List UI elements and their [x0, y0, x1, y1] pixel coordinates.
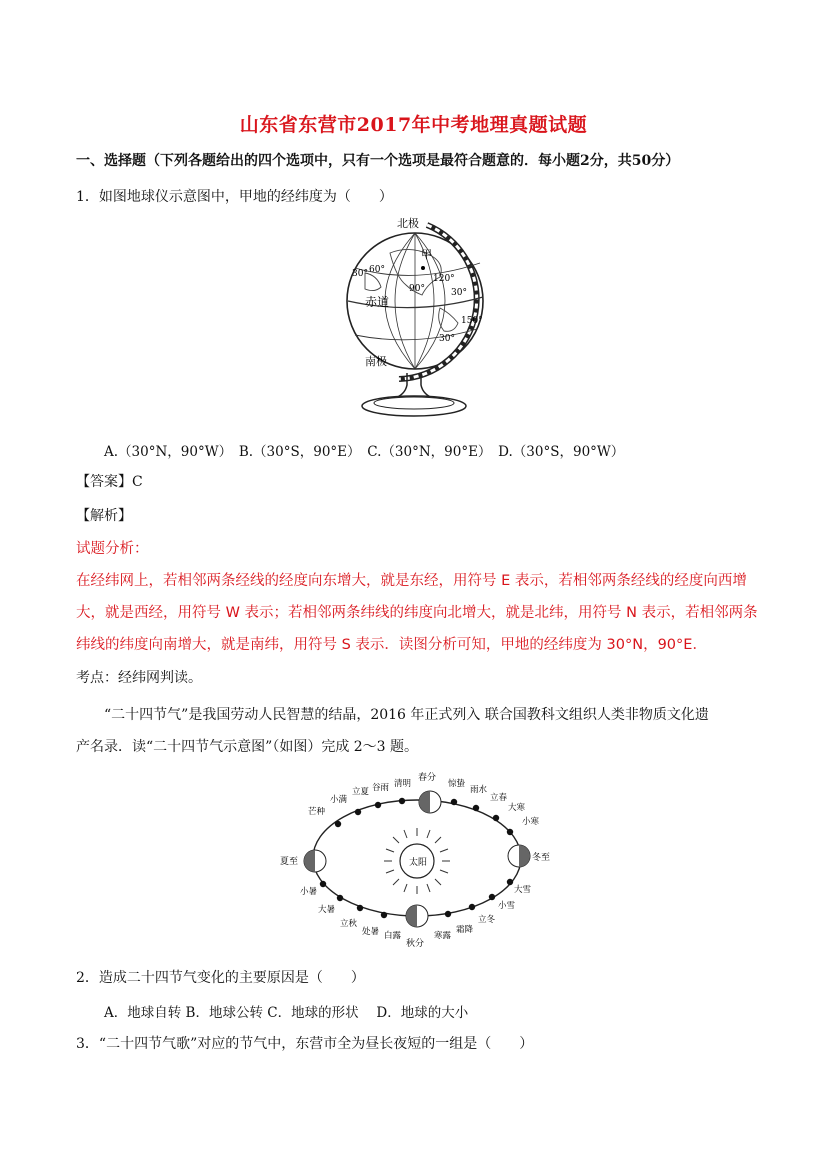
label-tl-0: 芒种	[308, 807, 326, 817]
north-pole-label: 北极	[397, 217, 419, 230]
label-tl-2: 立夏	[352, 787, 370, 797]
label-bl-1: 大暑	[318, 905, 336, 915]
lon-30e-label: 30°	[451, 288, 467, 298]
label-tr-3: 大寒	[508, 803, 526, 813]
lat-30s-label: 30°	[439, 334, 455, 344]
section-heading: 一、选择题（下列各题给出的四个选项中，只有一个选项是最符合题意的．每小题2分，共50分）	[76, 153, 680, 169]
label-qiufen: 秋分	[406, 939, 425, 949]
label-bl-3: 处暑	[362, 927, 380, 937]
label-bl-0: 小暑	[300, 887, 318, 897]
label-br-3: 小雪	[498, 901, 516, 911]
label-tr-4: 小寒	[522, 817, 540, 827]
passage-line-1: “二十四节气”是我国劳动人民智慧的结晶，2016 年正式列入 联合国教科文组织人类非物质文化遗	[104, 707, 709, 723]
label-tr-2: 立春	[490, 793, 508, 803]
analysis-line-2: 大，就是西经，用符号 W 表示；若相邻两条纬线的纬度向北增大，就是北纬，用符号 N 表示，若相邻两条	[76, 605, 758, 621]
label-br-0: 寒露	[434, 931, 452, 941]
label-bl-2: 立秋	[340, 919, 358, 929]
solar-terms-figure	[278, 766, 556, 951]
globe-figure	[335, 213, 505, 423]
label-chunfen: 春分	[418, 773, 437, 783]
lon-120-label: 120°	[433, 274, 455, 284]
label-br-2: 立冬	[478, 915, 496, 925]
label-dongzhi: 冬至	[532, 853, 551, 863]
page-title: 山东省东营市2017年中考地理真题试题	[239, 114, 588, 136]
analysis-title: 试题分析：	[76, 541, 149, 557]
sun-label: 太阳	[409, 858, 428, 868]
label-bl-4: 白露	[384, 931, 402, 941]
label-br-4: 大雪	[514, 885, 532, 895]
label-tl-1: 小满	[330, 795, 348, 805]
analysis-line-3: 纬线的纬度向南增大，就是南纬，用符号 S 表示．读图分析可知，甲地的经纬度为 30°N，90°E．	[76, 637, 707, 653]
lat-30n-label: 30°	[352, 269, 368, 279]
passage-line-2: 产名录．读“二十四节气示意图”（如图）完成 2～3 题。	[76, 739, 419, 755]
label-tr-1: 雨水	[470, 785, 488, 795]
answer: 【答案】C	[76, 474, 143, 490]
label-tl-4: 清明	[394, 779, 412, 789]
question-2-options: A．地球自转 B．地球公转 C．地球的形状 D．地球的大小	[104, 1005, 469, 1021]
label-tr-0: 惊蛰	[448, 779, 466, 789]
jia-label: 甲	[421, 248, 432, 261]
kaodian: 考点：经纬网判读。	[76, 670, 202, 686]
label-xiazhi: 夏至	[280, 857, 299, 867]
question-1-stem: 1．如图地球仪示意图中，甲地的经纬度为（ ）	[76, 189, 393, 205]
question-2-stem: 2．造成二十四节气变化的主要原因是（ ）	[76, 970, 365, 986]
analysis-line-1: 在经纬网上，若相邻两条经线的经度向东增大，就是东经，用符号 E 表示，若相邻两条经线的经度向西增	[76, 573, 747, 589]
question-1-options: A.（30°N，90°W） B.（30°S，90°E） C.（30°N，90°E） D.（30°S，90°W）	[104, 444, 625, 460]
lon-90-label: 90°	[409, 284, 425, 294]
lon-60-label: 60°	[369, 265, 385, 275]
question-3-stem: 3．“二十四节气歌”对应的节气中，东营市全为昼长夜短的一组是（ ）	[76, 1036, 534, 1052]
equator-label: 赤道	[365, 295, 390, 309]
analysis-label: 【解析】	[76, 508, 132, 524]
label-tl-3: 谷雨	[372, 783, 390, 793]
south-pole-label: 南极	[365, 355, 387, 368]
label-br-1: 霜降	[456, 925, 474, 935]
lon-150-label: 150°	[461, 316, 483, 326]
